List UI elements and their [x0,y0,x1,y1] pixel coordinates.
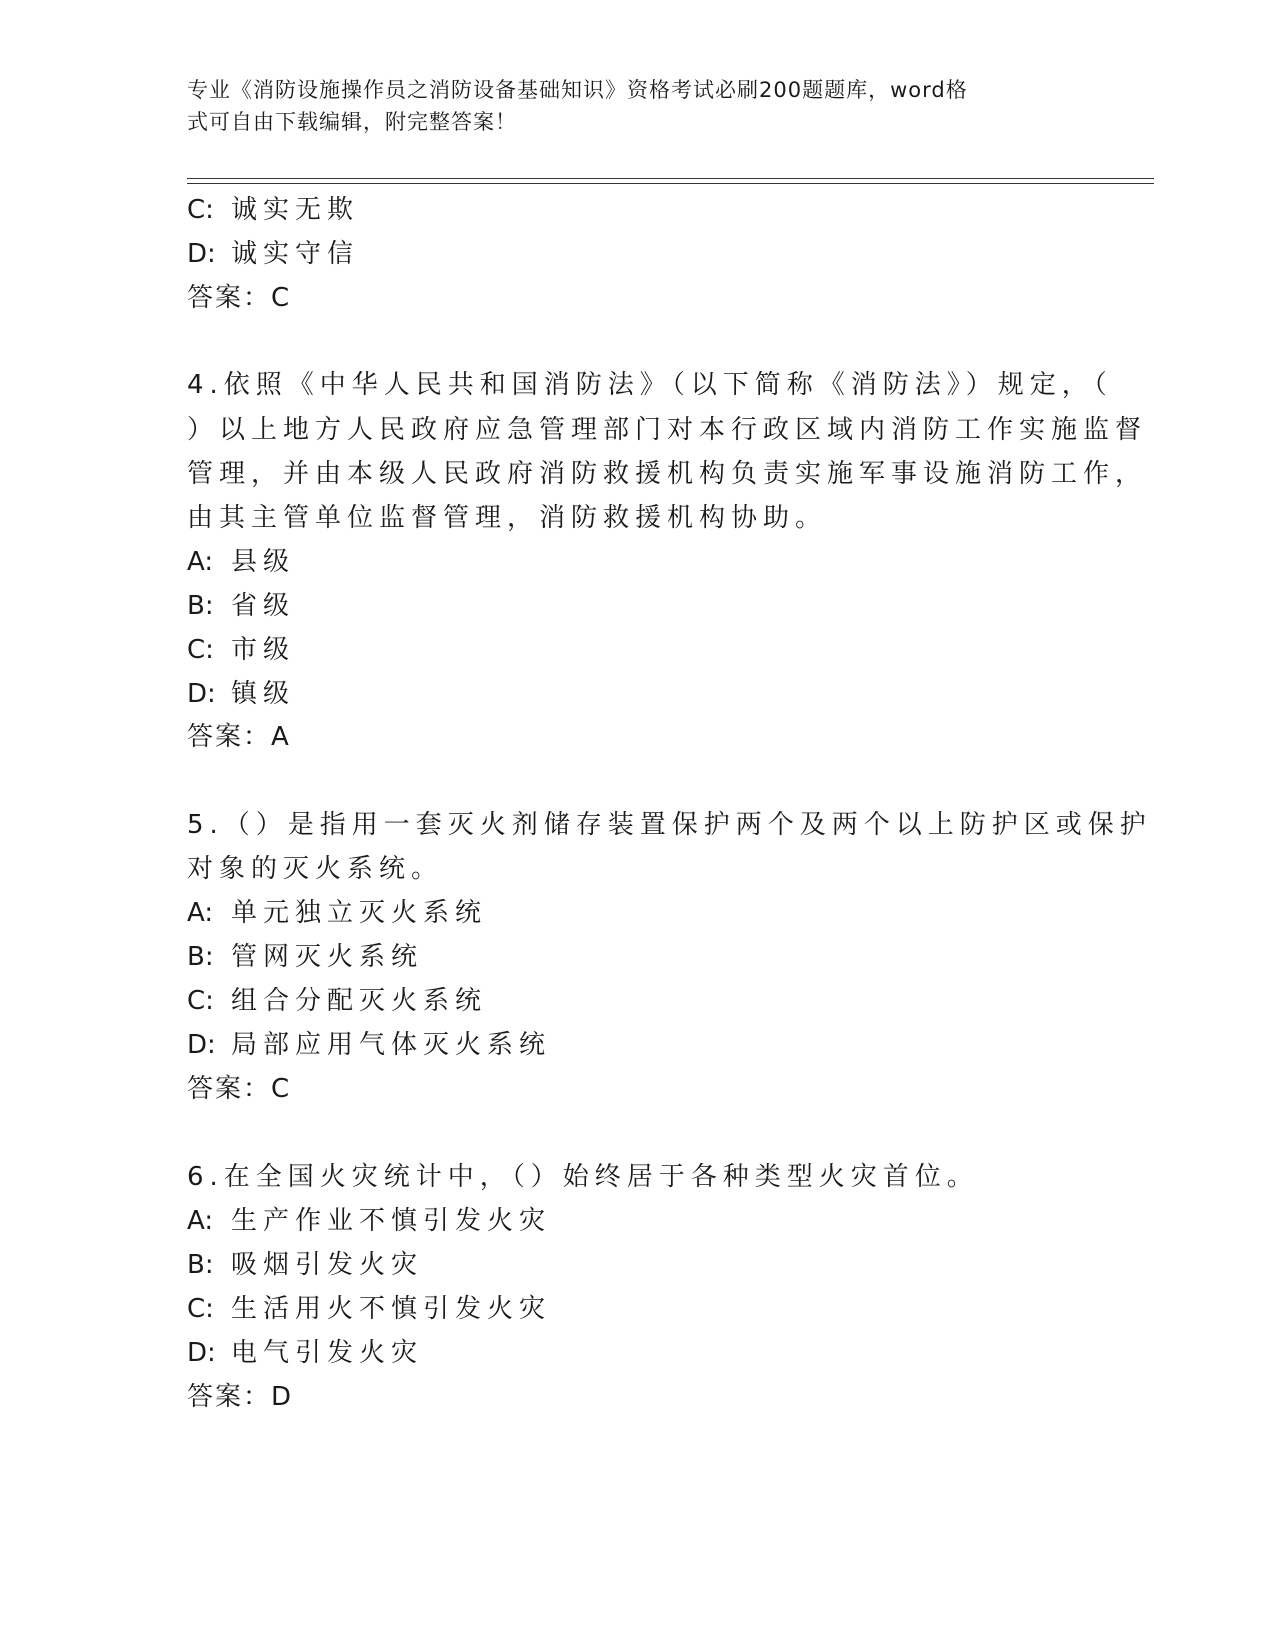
option-key: B: [187,591,214,621]
option-key: A: [187,898,214,928]
q6-option-c [187,1289,551,1329]
option-key: C: [187,1294,214,1324]
option-key: D: [187,1338,216,1368]
header-line-2: 式可自由下载编辑，附完整答案！ [187,110,517,134]
q5-option-d [187,1025,551,1065]
q6-option-d [187,1333,423,1373]
q5-answer: 答案：C [187,1074,292,1104]
q6-option-b [187,1245,423,1285]
header-rule-bottom [187,183,1154,184]
option-text: 组合分配灭火系统 [231,986,488,1016]
q4-option-b [187,586,295,626]
option-text: 电气引发火灾 [231,1338,424,1368]
option-text: 省级 [231,591,296,621]
q5-option-b [187,937,423,977]
q5-option-a [187,893,487,933]
option-text: 县级 [231,547,296,577]
option-text: 诚实守信 [231,239,360,269]
option-text: 管网灭火系统 [231,942,424,972]
q5-stem-line-2: 对象的灭火系统。 [187,854,444,884]
option-text: 诚实无欺 [231,195,360,225]
q4-stem-line-4: 由其主管单位监督管理，消防救援机构协助。 [187,503,828,533]
header-rule-top [187,178,1154,179]
document-header [187,74,1077,138]
option-key: D: [187,1030,216,1060]
q4-option-d [187,674,295,714]
option-text: 局部应用气体灭火系统 [231,1030,552,1060]
q3-option-c [187,190,359,230]
option-text: 市级 [231,635,296,665]
option-key: D: [187,239,216,269]
option-key: B: [187,942,214,972]
option-key: C: [187,635,214,665]
q5-stem-line-1: 5.（）是指用一套灭火剂储存装置保护两个及两个以上防护区或保护 [187,810,1152,840]
q3-answer: 答案：C [187,283,292,313]
option-key: C: [187,195,214,225]
header-line-1: 专业《消防设施操作员之消防设备基础知识》资格考试必刷200题题库，word格 [187,78,968,102]
option-text: 生产作业不慎引发火灾 [231,1206,552,1236]
option-key: A: [187,1206,214,1236]
option-text: 单元独立灭火系统 [231,898,488,928]
q4-option-a [187,542,295,582]
q6-option-a [187,1201,551,1241]
q5-option-c [187,981,487,1021]
q6-stem-line-1: 6.在全国火灾统计中，（）始终居于各种类型火灾首位。 [187,1162,979,1192]
option-key: A: [187,547,214,577]
q4-stem-line-1: 4.依照《中华人民共和国消防法》（以下简称《消防法》）规定，（ [187,370,1113,400]
option-text: 吸烟引发火灾 [231,1250,424,1280]
q4-option-c [187,630,295,670]
q6-answer: 答案：D [187,1382,294,1412]
option-key: B: [187,1250,214,1280]
option-key: D: [187,679,216,709]
option-key: C: [187,986,214,1016]
option-text: 生活用火不慎引发火灾 [231,1294,552,1324]
q4-answer: 答案：A [187,722,291,752]
q4-stem-line-2: ）以上地方人民政府应急管理部门对本行政区域内消防工作实施监督 [187,415,1148,445]
q3-option-d [187,234,359,274]
option-text: 镇级 [231,679,296,709]
q4-stem-line-3: 管理，并由本级人民政府消防救援机构负责实施军事设施消防工作， [187,459,1148,489]
